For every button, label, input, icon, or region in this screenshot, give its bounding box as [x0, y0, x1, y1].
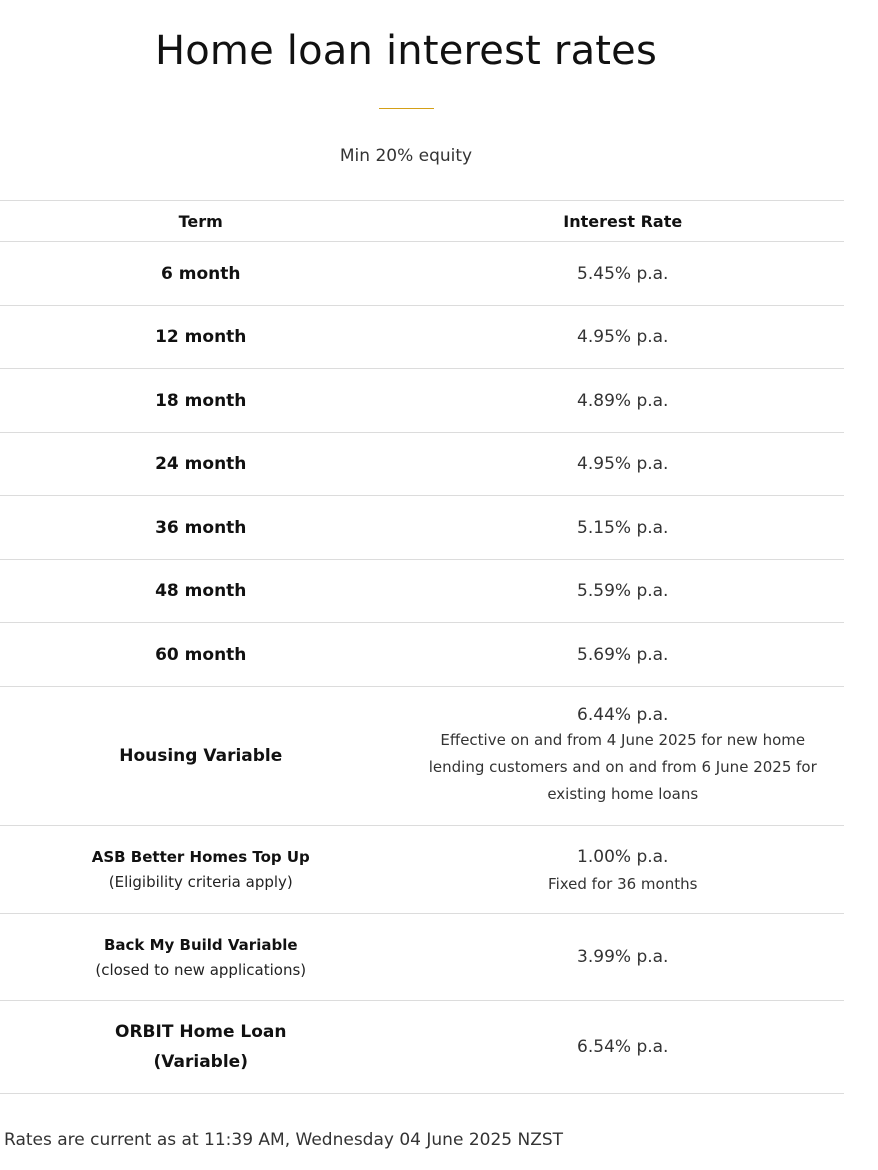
term-cell [0, 826, 402, 914]
rate-note: Fixed for 36 months [548, 874, 698, 893]
term-cell: 18 month [0, 369, 402, 433]
term-cell: 6 month [0, 242, 402, 306]
term-cell: 48 month [0, 560, 402, 623]
rate-value: 1.00% p.a. [577, 846, 669, 867]
term-note: (Eligibility criteria apply) [108, 873, 293, 891]
term-cell: 60 month [0, 623, 402, 687]
interest-rates-table [0, 200, 844, 1094]
rates-timestamp-note: Rates are current as at 11:39 AM, Wednesday 04 June 2025 NZST [4, 1130, 564, 1150]
table-row [0, 623, 844, 687]
rate-cell: 4.95% p.a. [402, 306, 845, 369]
title-underline-accent [379, 108, 434, 109]
term-cell [0, 914, 402, 1001]
term-cell: 36 month [0, 496, 402, 560]
rate-value: 6.44% p.a. [577, 704, 669, 725]
rate-cell [402, 826, 845, 914]
rate-cell: 5.59% p.a. [402, 560, 845, 623]
rate-cell: 5.45% p.a. [402, 242, 845, 306]
term-cell: Housing Variable [0, 687, 402, 826]
term-cell: ORBIT Home Loan (Variable) [0, 1001, 402, 1094]
rate-cell: 5.15% p.a. [402, 496, 845, 560]
table-row [0, 687, 844, 826]
term-note: (closed to new applications) [95, 960, 307, 979]
rate-cell: 4.89% p.a. [402, 369, 845, 433]
table-row [0, 496, 844, 560]
table-row [0, 306, 844, 369]
table-row [0, 1001, 844, 1094]
rate-cell [402, 687, 845, 826]
term-label: Back My Build Variable [103, 935, 298, 954]
interest-rate-column-header: Interest Rate [402, 201, 845, 242]
rate-cell: 6.54% p.a. [402, 1001, 845, 1094]
page-title: Home loan interest rates [154, 28, 658, 74]
table-header-row [0, 201, 844, 242]
term-cell: 12 month [0, 306, 402, 369]
rate-note: Effective on and from 4 June 2025 for new home lending customers and on and from 6 June 2025 for existing home loans [428, 730, 817, 803]
rate-cell: 3.99% p.a. [402, 914, 845, 1001]
rate-cell: 5.69% p.a. [402, 623, 845, 687]
term-label: ASB Better Homes Top Up [91, 848, 310, 866]
term-column-header: Term [0, 201, 402, 242]
table-row [0, 369, 844, 433]
table-row [0, 914, 844, 1001]
table-row [0, 826, 844, 914]
term-cell: 24 month [0, 433, 402, 496]
table-row [0, 242, 844, 306]
equity-subtitle: Min 20% equity [339, 146, 473, 166]
table-row [0, 560, 844, 623]
table-row [0, 433, 844, 496]
rate-cell: 4.95% p.a. [402, 433, 845, 496]
